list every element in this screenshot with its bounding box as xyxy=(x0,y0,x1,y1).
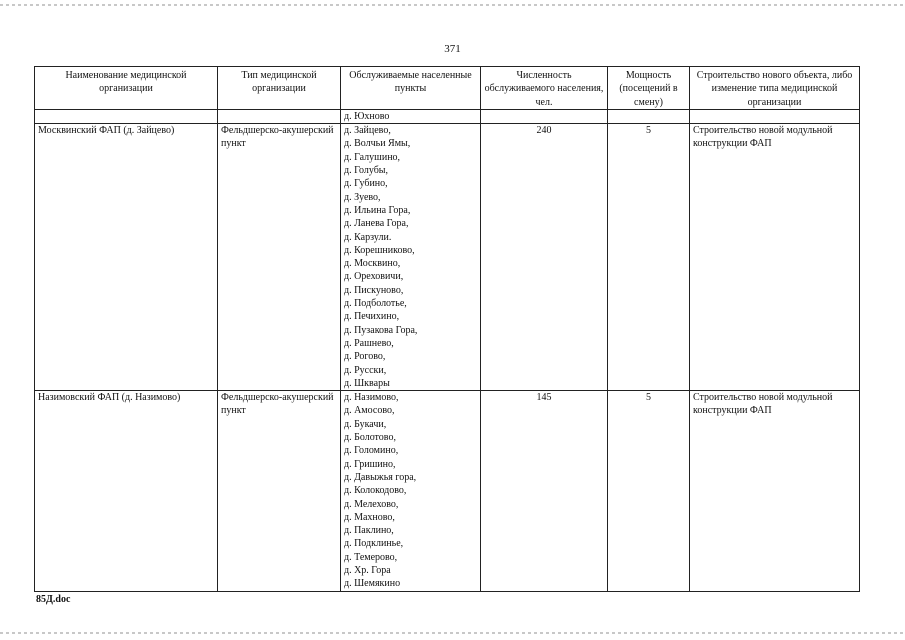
capacity-cell: 5 xyxy=(608,124,690,391)
carryover-name-cell xyxy=(35,109,218,123)
settlement-item: д. Рогово, xyxy=(344,351,386,363)
settlement-item: д. Губино, xyxy=(344,178,388,190)
settlements-list xyxy=(344,124,477,390)
settlement-item: д. Русски, xyxy=(344,364,387,376)
carryover-capacity-cell xyxy=(608,109,690,123)
header-construction: Строительство нового объекта, либо изменение типа медицинской организации xyxy=(690,67,860,110)
construction-cell: Строительство новой модульной конструкции ФАП xyxy=(690,391,860,591)
page-number: 371 xyxy=(444,43,461,55)
settlement-item: д. Подклинье, xyxy=(344,538,404,550)
settlement-item: д. Шемякино xyxy=(344,578,401,590)
population-cell: 145 xyxy=(481,391,608,591)
settlement-item: д. Ореховичи, xyxy=(344,271,404,283)
settlement-item: д. Ильина Гора, xyxy=(344,204,411,216)
scan-edge-bottom xyxy=(0,632,905,634)
settlement-item: д. Москвино, xyxy=(344,258,401,270)
header-settlements: Обслуживаемые населенные пункты xyxy=(341,67,481,110)
header-population: Численность обслуживаемого населения, чел. xyxy=(481,67,608,110)
settlement-item: д. Голомино, xyxy=(344,445,399,457)
table-row xyxy=(35,124,860,391)
carryover-population-cell xyxy=(481,109,608,123)
settlement-item: д. Ланева Гора, xyxy=(344,218,409,230)
settlement-item: д. Шквары xyxy=(344,377,390,389)
settlement-item: д. Корешниково, xyxy=(344,244,415,256)
settlement-item: д. Махново, xyxy=(344,511,395,523)
table-row xyxy=(35,391,860,591)
settlement-item: д. Галушино, xyxy=(344,151,401,163)
carryover-row xyxy=(35,109,860,123)
settlement-item: д. Волчьи Ямы, xyxy=(344,138,411,150)
settlement-item: д. Букачи, xyxy=(344,418,387,430)
settlement-item: д. Пузакова Гора, xyxy=(344,324,418,336)
carryover-settlements-cell xyxy=(341,109,481,123)
footer-file-name: 85Д.doc xyxy=(36,594,71,605)
org-type-cell: Фельдшерско-акушерский пункт xyxy=(218,391,341,591)
settlement-item: д. Карзули. xyxy=(344,231,392,243)
settlements-cell xyxy=(341,124,481,391)
header-capacity: Мощность (посещений в смену) xyxy=(608,67,690,110)
org-name-cell: Москвинский ФАП (д. Зайцево) xyxy=(35,124,218,391)
header-org-type: Тип медицинской организации xyxy=(218,67,341,110)
settlement-item: д. Давыжья гора, xyxy=(344,471,417,483)
settlement-item: д. Печихино, xyxy=(344,311,400,323)
carryover-type-cell xyxy=(218,109,341,123)
org-type-cell: Фельдшерско-акушерский пункт xyxy=(218,124,341,391)
settlement-item: д. Назимово, xyxy=(344,392,399,404)
settlement-item: д. Голубы, xyxy=(344,165,389,177)
population-cell: 240 xyxy=(481,124,608,391)
table-header-row xyxy=(35,67,860,110)
settlement-item: д. Амосово, xyxy=(344,405,395,417)
settlement-item: д. Подболотье, xyxy=(344,298,407,310)
settlement-item: д. Мелехово, xyxy=(344,498,399,510)
settlement-item: д. Хр. Гора xyxy=(344,564,391,576)
settlements-cell xyxy=(341,391,481,591)
settlements-list xyxy=(344,391,477,590)
settlement-item: д. Гришино, xyxy=(344,458,396,470)
carryover-construction-cell xyxy=(690,109,860,123)
settlement-item: д. Колокодово, xyxy=(344,485,407,497)
settlement-item: д. Рашнево, xyxy=(344,337,394,349)
settlement-item: д. Болотово, xyxy=(344,432,396,444)
settlement-item: д. Зайцево, xyxy=(344,125,391,137)
settlement-item: д. Темерово, xyxy=(344,551,398,563)
header-org-name: Наименование медицинской организации xyxy=(35,67,218,110)
org-name-cell: Назимовский ФАП (д. Назимово) xyxy=(35,391,218,591)
settlement-item: д. Паклино, xyxy=(344,525,394,537)
facilities-table xyxy=(34,66,860,592)
settlement-item: д. Зуево, xyxy=(344,191,381,203)
capacity-cell: 5 xyxy=(608,391,690,591)
scan-edge-top xyxy=(0,4,905,6)
settlement-item: д. Юхново xyxy=(344,110,390,122)
construction-cell: Строительство новой модульной конструкции ФАП xyxy=(690,124,860,391)
settlement-item: д. Пискуново, xyxy=(344,284,404,296)
